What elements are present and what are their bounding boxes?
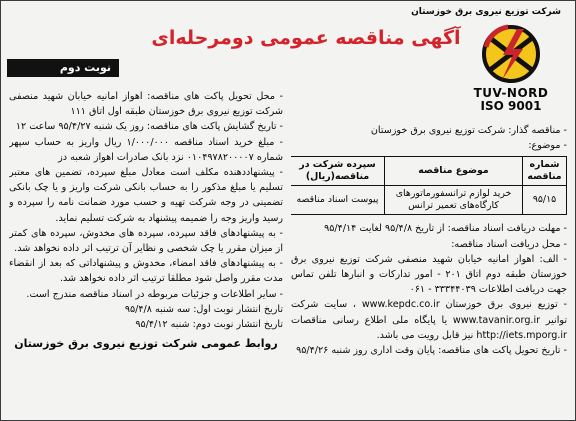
cell-tender-subject: خرید لوازم ترانسفورماتورهای کارگاه‌های تعمیر ترانس (385, 186, 523, 215)
header-deposit: سپرده شرکت در مناقصه(ریال) (291, 157, 385, 186)
table-row (291, 186, 567, 215)
subject-label: - موضوع: (528, 140, 567, 152)
company-name-header: شرکت توزیع نیروی برق خوزستان (411, 7, 561, 17)
advertisement-title: آگهی مناقصه عمومی دومرحله‌ای (151, 27, 461, 49)
tender-table (291, 156, 567, 215)
document-deadline: - مهلت دریافت اسناد مناقصه: از تاریخ ۹۵/۴/۸ لغایت ۹۵/۴/۱۴ (324, 223, 567, 235)
envelope-delivery-location: - محل تحویل پاکت های مناقصه: اهواز امانیه خیابان شهید منصفی شرکت توزیع نیروی برق خوزستان طبقه اول اتاق ۱۱۱ (9, 91, 283, 118)
deposit-rejection-terms: - به پیشنهادهای فاقد سپرده، سپرده های مخدوش، سپرده های کمتر از میزان مقرر یا چک شخصی و نظایر آن ترتیب اثر داده نخواهد شد. (9, 227, 283, 255)
envelope-opening-date: - تاریخ گشایش پاکت های مناقصه: روز یک شنبه ۹۵/۴/۲۷ ساعت ۱۲ (15, 121, 283, 133)
round-badge-label: نوبت دوم (59, 61, 111, 74)
table-header-row (291, 157, 567, 186)
first-publication-date: تاریخ انتشار نوبت اول: سه شنبه ۹۵/۴/۸ (124, 303, 283, 315)
signature-rejection-terms: - به پیشنهادهای فاقد امضاء، مخدوش و پیشنهاداتی که بعد از انقضاء مدت مقرر واصل شود مطلقا ترتیب اثر داده نخواهد شد. (9, 258, 283, 285)
company-logo (463, 23, 559, 113)
other-information: - سایر اطلاعات و جزئیات مربوطه در اسناد مناقصه مندرج است. (26, 288, 283, 300)
envelope-delivery-date: - تاریخ تحویل پاکت های مناقصه: پایان وقت اداری روز شنبه ۹۵/۴/۲۶ (296, 345, 567, 357)
guarantee-terms: - پیشنهاددهنده مکلف است معادل مبلغ سپرده، تضمین های معتبر تسلیم یا مبلغ مذکور را به حساب بانکی شرکت واریز و یا چک بانکی تضمینی در وجه شرکت تهیه و حسب مورد ضمانت نامه را سپرده و رسید واریز وجه را ضمیمه پیشنهاد به شرکت تسلیم نماید. (9, 167, 283, 224)
logo-certifier-text: TUV-NORD (473, 86, 549, 100)
cell-deposit: پیوست اسناد مناقصه (291, 186, 385, 215)
cell-tender-number: ۹۵/۱۵ (523, 186, 567, 215)
document-price: - مبلغ خرید اسناد مناقصه ۱/۰۰۰/۰۰۰ ریال واریز به حساب سپهر شماره ۰۱۰۴۹۷۸۲۰۰۰۰۷ نزد بانک صادرات اهواز شعبه دز (9, 136, 283, 163)
tenderer-line: - مناقصه گذار: شرکت توزیع نیروی برق خوزستان (370, 125, 567, 136)
public-relations-signature: روابط عمومی شرکت توزیع نیروی برق خوزستان (14, 337, 278, 351)
document-websites: - توزیع نیروی برق خوزستان www.kepdc.co.ir ، سایت شرکت توانیر www.tavanir.org.ir یا پایگاه ملی اطلاع رسانی مناقصات http://iets.mporg.ir نیز قابل رویت می باشد. (291, 299, 567, 341)
second-publication-date: تاریخ انتشار نوبت دوم: شنبه ۹۵/۴/۱۲ (135, 319, 283, 331)
document-location-address: - الف: اهواز امانیه خیابان شهید منصفی شرکت توزیع نیروی برق خوزستان طبقه دوم اتاق ۲۰۱ - امور تدارکات و انبارها تلفن تماس جهت دریافت اطلاعات ۳۳۳۴۴۰۳۹ - ۰۶۱ (291, 253, 567, 296)
round-badge (7, 59, 119, 77)
logo-iso-text: ISO 9001 (480, 99, 542, 113)
power-distribution-logo-icon (478, 23, 544, 85)
header-tender-number: شماره مناقصه (523, 157, 567, 186)
header-tender-subject: موضوع مناقصه (385, 157, 523, 186)
document-location-label: - محل دریافت اسناد مناقصه: (451, 238, 567, 250)
right-column (291, 123, 567, 415)
left-column (9, 89, 283, 415)
